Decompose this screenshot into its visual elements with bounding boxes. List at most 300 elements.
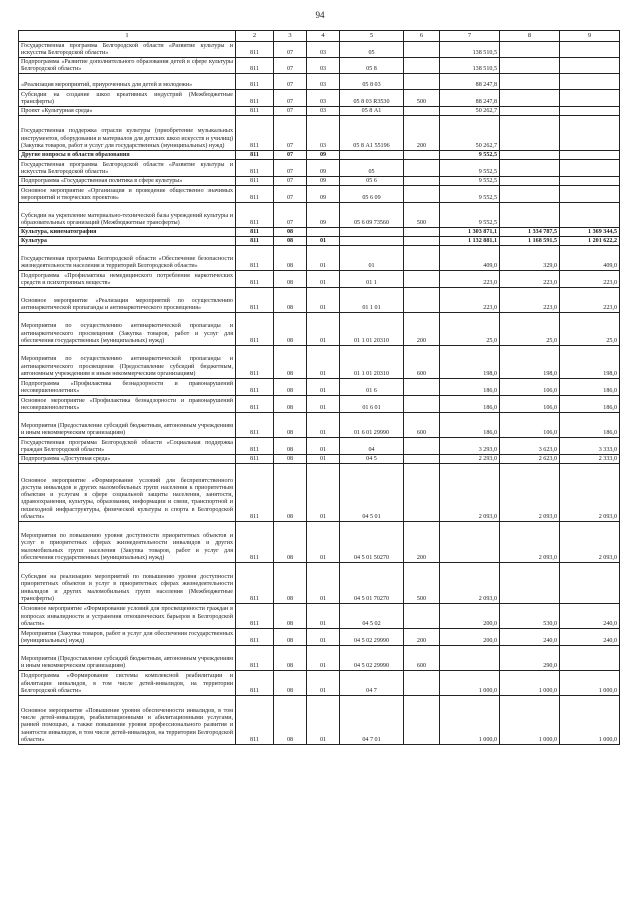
code-target: 01 1 01 [340,288,404,313]
amount-col-8: 240,0 [500,629,560,646]
table-row [19,116,620,151]
col-header: 7 [440,31,500,42]
amount-col-9 [560,90,620,107]
code-admin: 811 [236,288,274,313]
amount-col-9: 2 333,0 [560,455,620,464]
amount-col-8: 1 000,0 [500,696,560,745]
code-target: 04 5 01 70270 [340,563,404,604]
code-subsection: 01 [307,379,340,396]
code-expense-type [404,74,440,90]
table-row [19,346,620,379]
amount-col-7: 138 510,5 [440,58,500,74]
code-admin: 811 [236,646,274,671]
code-subsection: 01 [307,237,340,246]
code-expense-type: 200 [404,522,440,563]
amount-col-8 [500,177,560,186]
code-section: 08 [274,563,307,604]
row-name: Подпрограмма «Развитие дополнительного образования детей в сфере культуры Белгородской области» [19,58,236,74]
code-admin: 811 [236,107,274,116]
row-name: Мероприятия (Предоставление субсидий бюджетным, автономным учреждениям и иным некоммерческим организациям) [19,646,236,671]
code-target: 04 5 02 29990 [340,646,404,671]
amount-col-8: 223,0 [500,271,560,288]
amount-col-9 [560,58,620,74]
code-admin: 811 [236,438,274,455]
code-subsection: 03 [307,90,340,107]
code-section: 08 [274,246,307,271]
code-section: 08 [274,646,307,671]
amount-col-9: 2 093,0 [560,464,620,522]
amount-col-7: 1 132 881,1 [440,237,500,246]
amount-col-7: 198,0 [440,346,500,379]
row-name: Мероприятия (Закупка товаров, работ и услуг для обеспечения государственных (муниципальных) нужд) [19,629,236,646]
code-admin: 811 [236,271,274,288]
code-expense-type: 600 [404,413,440,438]
code-target: 05 8 [340,58,404,74]
code-admin: 811 [236,228,274,237]
code-target: 04 5 01 50270 [340,522,404,563]
code-subsection: 01 [307,455,340,464]
code-subsection: 01 [307,696,340,745]
code-target: 04 7 [340,671,404,696]
row-name: Мероприятия (Предоставление субсидий бюджетным, автономным учреждениям и иным некоммерческим организациям) [19,413,236,438]
amount-col-7: 1 303 871,1 [440,228,500,237]
row-name: Государственная программа Белгородской области «Развитие культуры и искусства Белгородской области» [19,160,236,177]
row-name: Мероприятия по осуществлению антинаркотической пропаганды и антинаркотического просвещения (Предоставление субсидий бюджетным, автономным учреждениям и иным некоммерческим организациям) [19,346,236,379]
amount-col-7: 3 293,0 [440,438,500,455]
code-subsection: 01 [307,413,340,438]
amount-col-9: 2 093,0 [560,522,620,563]
row-name: Основное мероприятие «Профилактика безнадзорности и правонарушений несовершеннолетних» [19,396,236,413]
code-admin: 811 [236,629,274,646]
table-row [19,271,620,288]
amount-col-7: 138 510,5 [440,42,500,58]
table-row [19,246,620,271]
code-subsection: 09 [307,177,340,186]
amount-col-7: 25,0 [440,313,500,346]
amount-col-8 [500,107,560,116]
code-section: 07 [274,203,307,228]
table-row [19,90,620,107]
code-expense-type: 500 [404,90,440,107]
amount-col-9: 240,0 [560,604,620,629]
amount-col-9 [560,177,620,186]
code-expense-type [404,42,440,58]
code-subsection: 09 [307,203,340,228]
code-admin: 811 [236,160,274,177]
code-section: 07 [274,74,307,90]
code-target: 05 6 09 73560 [340,203,404,228]
table-body [19,42,620,745]
code-section: 07 [274,58,307,74]
amount-col-8 [500,160,560,177]
code-target: 01 6 01 29990 [340,413,404,438]
code-admin: 811 [236,563,274,604]
code-subsection: 01 [307,313,340,346]
code-admin: 811 [236,313,274,346]
code-target: 04 5 02 29990 [340,629,404,646]
code-section: 08 [274,379,307,396]
code-admin: 811 [236,696,274,745]
code-target [340,237,404,246]
code-subsection: 01 [307,563,340,604]
code-target [340,151,404,160]
code-subsection: 09 [307,151,340,160]
amount-col-9: 186,0 [560,396,620,413]
row-name: Подпрограмма «Формирование системы комплексной реабилитации и абилитации инвалидов, в том числе детей-инвалидов, на территории Белгородской области» [19,671,236,696]
code-subsection: 09 [307,160,340,177]
table-row [19,455,620,464]
amount-col-9 [560,74,620,90]
code-target: 05 8 03 [340,74,404,90]
code-target: 01 [340,246,404,271]
amount-col-9 [560,203,620,228]
amount-col-7: 223,0 [440,288,500,313]
table-header-row [19,31,620,42]
amount-col-8 [500,58,560,74]
row-name: Основное мероприятие «Формирование условий для просвещенности граждан в вопросах инвалидности и устранения отношенческих барьеров в Белгородской области» [19,604,236,629]
amount-col-9 [560,42,620,58]
amount-col-9: 1 201 622,2 [560,237,620,246]
amount-col-9: 1 000,0 [560,671,620,696]
code-expense-type [404,151,440,160]
code-target: 05 8 03 R3530 [340,90,404,107]
code-subsection: 01 [307,396,340,413]
col-header: 6 [404,31,440,42]
amount-col-7: 50 262,7 [440,116,500,151]
amount-col-9: 186,0 [560,413,620,438]
row-name: Субсидии на создание школ креативных индустрий (Межбюджетные трансферты) [19,90,236,107]
code-admin: 811 [236,177,274,186]
amount-col-7: 88 247,8 [440,90,500,107]
table-row [19,151,620,160]
table-row [19,696,620,745]
amount-col-7: 9 552,5 [440,203,500,228]
code-expense-type [404,58,440,74]
amount-col-7: 2 293,0 [440,455,500,464]
code-section: 07 [274,42,307,58]
row-name: Подпрограмма «Профилактика немедицинского потребления наркотических средств и психотропных веществ» [19,271,236,288]
table-row [19,177,620,186]
amount-col-8: 1 334 787,5 [500,228,560,237]
amount-col-8: 198,0 [500,346,560,379]
code-section: 08 [274,671,307,696]
amount-col-7: 2 093,0 [440,563,500,604]
code-target: 05 6 09 [340,186,404,203]
amount-col-7: 200,0 [440,604,500,629]
code-section: 08 [274,228,307,237]
amount-col-7: 9 552,5 [440,177,500,186]
row-name: Культура, кинематография [19,228,236,237]
code-section: 08 [274,237,307,246]
code-section: 08 [274,271,307,288]
code-expense-type [404,228,440,237]
row-name: Культура [19,237,236,246]
code-section: 08 [274,346,307,379]
code-subsection: 01 [307,271,340,288]
code-section: 07 [274,160,307,177]
amount-col-8: 25,0 [500,313,560,346]
code-expense-type [404,177,440,186]
table-row [19,464,620,522]
amount-col-8 [500,42,560,58]
row-name: Другие вопросы в области образования [19,151,236,160]
amount-col-8 [500,74,560,90]
code-expense-type [404,271,440,288]
code-expense-type: 200 [404,313,440,346]
code-admin: 811 [236,455,274,464]
amount-col-9: 186,0 [560,379,620,396]
amount-col-7: 9 552,5 [440,160,500,177]
col-header: 9 [560,31,620,42]
code-subsection: 03 [307,42,340,58]
col-header: 2 [236,31,274,42]
col-header: 4 [307,31,340,42]
table-row [19,438,620,455]
amount-col-8: 106,0 [500,379,560,396]
code-expense-type [404,237,440,246]
table-row [19,629,620,646]
code-section: 08 [274,522,307,563]
code-expense-type [404,604,440,629]
table-row [19,396,620,413]
code-expense-type [404,455,440,464]
code-admin: 811 [236,237,274,246]
code-expense-type [404,379,440,396]
code-expense-type: 500 [404,563,440,604]
amount-col-8: 290,0 [500,646,560,671]
page-number: 94 [315,10,325,20]
table-row [19,186,620,203]
row-name: Государственная программа Белгородской области «Социальная поддержка граждан Белгородской области» [19,438,236,455]
row-name: Государственная программа Белгородской области «Развитие культуры и искусства Белгородской области» [19,42,236,58]
code-admin: 811 [236,522,274,563]
code-admin: 811 [236,116,274,151]
code-admin: 811 [236,604,274,629]
code-subsection: 01 [307,671,340,696]
amount-col-9 [560,186,620,203]
table-row [19,288,620,313]
code-expense-type [404,186,440,203]
code-target: 04 5 01 [340,464,404,522]
amount-col-8: 223,0 [500,288,560,313]
code-section: 08 [274,604,307,629]
row-name: Государственная поддержка отрасли культуры (приобретение музыкальных инструментов, оборудования и материалов для детских школ искусств и училищ) (Закупка товаров, работ и услуг для государственных (муниципальных) нужд) [19,116,236,151]
code-subsection: 01 [307,346,340,379]
code-subsection: 01 [307,246,340,271]
amount-col-8: 1 000,0 [500,671,560,696]
code-admin: 811 [236,186,274,203]
code-admin: 811 [236,346,274,379]
code-admin: 811 [236,203,274,228]
row-name: Основное мероприятие «Повышение уровня обеспеченности инвалидов, в том числе детей-инвалидов, реабилитационными и абилитационными услугами, ранней помощью, а также повышение уровня профессионального развития и занятости инвалидов, в том числе детей-инвалидов, на территории Белгородской области» [19,696,236,745]
amount-col-8: 3 623,0 [500,438,560,455]
amount-col-9 [560,160,620,177]
code-subsection: 01 [307,288,340,313]
col-header: 5 [340,31,404,42]
amount-col-7: 186,0 [440,413,500,438]
code-admin: 811 [236,151,274,160]
amount-col-7: 186,0 [440,396,500,413]
code-subsection: 01 [307,438,340,455]
amount-col-9: 409,0 [560,246,620,271]
amount-col-8 [500,203,560,228]
code-section: 08 [274,438,307,455]
code-target: 01 1 01 20310 [340,346,404,379]
code-section: 08 [274,696,307,745]
row-name: Субсидии на реализацию мероприятий по повышению уровня доступности приоритетных объектов и услуг в приоритетных сферах жизнедеятельности инвалидов и других маломобильных групп населения (Межбюджетные трансферты) [19,563,236,604]
row-name: «Реализация мероприятий, приуроченных для детей и молодежи» [19,74,236,90]
code-section: 08 [274,629,307,646]
code-subsection: 03 [307,116,340,151]
code-section: 07 [274,90,307,107]
code-subsection: 03 [307,107,340,116]
code-target: 04 [340,438,404,455]
code-expense-type [404,396,440,413]
table-row [19,522,620,563]
table-row [19,160,620,177]
amount-col-9: 223,0 [560,271,620,288]
amount-col-8: 106,0 [500,396,560,413]
code-section: 08 [274,288,307,313]
amount-col-9 [560,107,620,116]
table-row [19,228,620,237]
row-name: Подпрограмма «Профилактика безнадзорности и правонарушений несовершеннолетних» [19,379,236,396]
table-row [19,563,620,604]
code-subsection: 01 [307,464,340,522]
amount-col-8 [500,186,560,203]
amount-col-9: 25,0 [560,313,620,346]
row-name: Основное мероприятие «Реализация мероприятий по осуществлению антинаркотической пропаганды и антинаркотического просвещения» [19,288,236,313]
code-target: 04 5 02 [340,604,404,629]
code-section: 08 [274,464,307,522]
code-admin: 811 [236,464,274,522]
amount-col-9: 3 333,0 [560,438,620,455]
code-admin: 811 [236,671,274,696]
amount-col-9: 1 369 344,5 [560,228,620,237]
code-target: 05 8 А1 [340,107,404,116]
table-row [19,107,620,116]
code-target: 05 8 А1 55196 [340,116,404,151]
amount-col-8: 2 093,0 [500,522,560,563]
code-target: 05 6 [340,177,404,186]
col-header: 8 [500,31,560,42]
code-expense-type: 600 [404,646,440,671]
amount-col-9 [560,563,620,604]
amount-col-9 [560,646,620,671]
amount-col-7: 409,0 [440,246,500,271]
code-expense-type [404,246,440,271]
code-expense-type [404,160,440,177]
amount-col-7: 9 552,5 [440,151,500,160]
table-row [19,604,620,629]
amount-col-9: 240,0 [560,629,620,646]
code-target: 04 7 01 [340,696,404,745]
code-target: 01 6 [340,379,404,396]
amount-col-8: 2 623,0 [500,455,560,464]
amount-col-8: 1 168 591,5 [500,237,560,246]
code-section: 07 [274,177,307,186]
code-section: 07 [274,186,307,203]
code-expense-type: 600 [404,346,440,379]
code-subsection: 03 [307,74,340,90]
amount-col-8 [500,90,560,107]
code-target: 04 5 [340,455,404,464]
code-expense-type [404,288,440,313]
code-expense-type [404,696,440,745]
table-row [19,646,620,671]
code-subsection [307,228,340,237]
code-subsection: 01 [307,522,340,563]
amount-col-9: 223,0 [560,288,620,313]
code-target: 01 1 01 20310 [340,313,404,346]
code-section: 07 [274,151,307,160]
code-admin: 811 [236,246,274,271]
amount-col-8 [500,563,560,604]
code-subsection: 01 [307,646,340,671]
amount-col-9: 1 000,0 [560,696,620,745]
code-expense-type: 200 [404,629,440,646]
row-name: Подпрограмма «Доступная среда» [19,455,236,464]
code-expense-type [404,671,440,696]
table-row [19,237,620,246]
amount-col-8: 106,0 [500,413,560,438]
row-name: Основное мероприятие «Организация и проведение общественно значимых мероприятий и творческих проектов» [19,186,236,203]
amount-col-7 [440,522,500,563]
code-admin: 811 [236,379,274,396]
code-section: 07 [274,107,307,116]
table-row [19,379,620,396]
code-expense-type [404,438,440,455]
row-name: Мероприятия по повышению уровня доступности приоритетных объектов и услуг в приоритетных сферах жизнедеятельности инвалидов и других маломобильных групп населения (Закупка товаров, работ и услуг для обеспечения государственных (муниципальных) нужд) [19,522,236,563]
amount-col-7: 200,0 [440,629,500,646]
table-row [19,203,620,228]
table-row [19,413,620,438]
row-name: Подпрограмма «Государственная политика в сфере культуры» [19,177,236,186]
amount-col-9 [560,116,620,151]
table-row [19,74,620,90]
amount-col-8 [500,116,560,151]
code-target: 01 6 01 [340,396,404,413]
code-target [340,228,404,237]
amount-col-7: 186,0 [440,379,500,396]
code-admin: 811 [236,90,274,107]
table-row [19,42,620,58]
amount-col-7: 88 247,8 [440,74,500,90]
amount-col-7: 1 000,0 [440,671,500,696]
amount-col-7: 223,0 [440,271,500,288]
amount-col-7: 9 552,5 [440,186,500,203]
col-header: 3 [274,31,307,42]
table-row [19,671,620,696]
code-target: 05 [340,160,404,177]
code-target: 01 1 [340,271,404,288]
amount-col-8: 2 093,0 [500,464,560,522]
amount-col-7: 2 093,0 [440,464,500,522]
amount-col-7: 50 262,7 [440,107,500,116]
col-header: 1 [19,31,236,42]
amount-col-8: 530,0 [500,604,560,629]
table-row [19,313,620,346]
table-row [19,58,620,74]
row-name: Государственная программа Белгородской области «Обеспечение безопасности жизнедеятельности населения и территорий Белгородской области» [19,246,236,271]
amount-col-9: 198,0 [560,346,620,379]
row-name: Проект «Культурная среда» [19,107,236,116]
code-admin: 811 [236,58,274,74]
code-section: 08 [274,413,307,438]
code-subsection: 09 [307,186,340,203]
code-section: 07 [274,116,307,151]
amount-col-8: 329,0 [500,246,560,271]
